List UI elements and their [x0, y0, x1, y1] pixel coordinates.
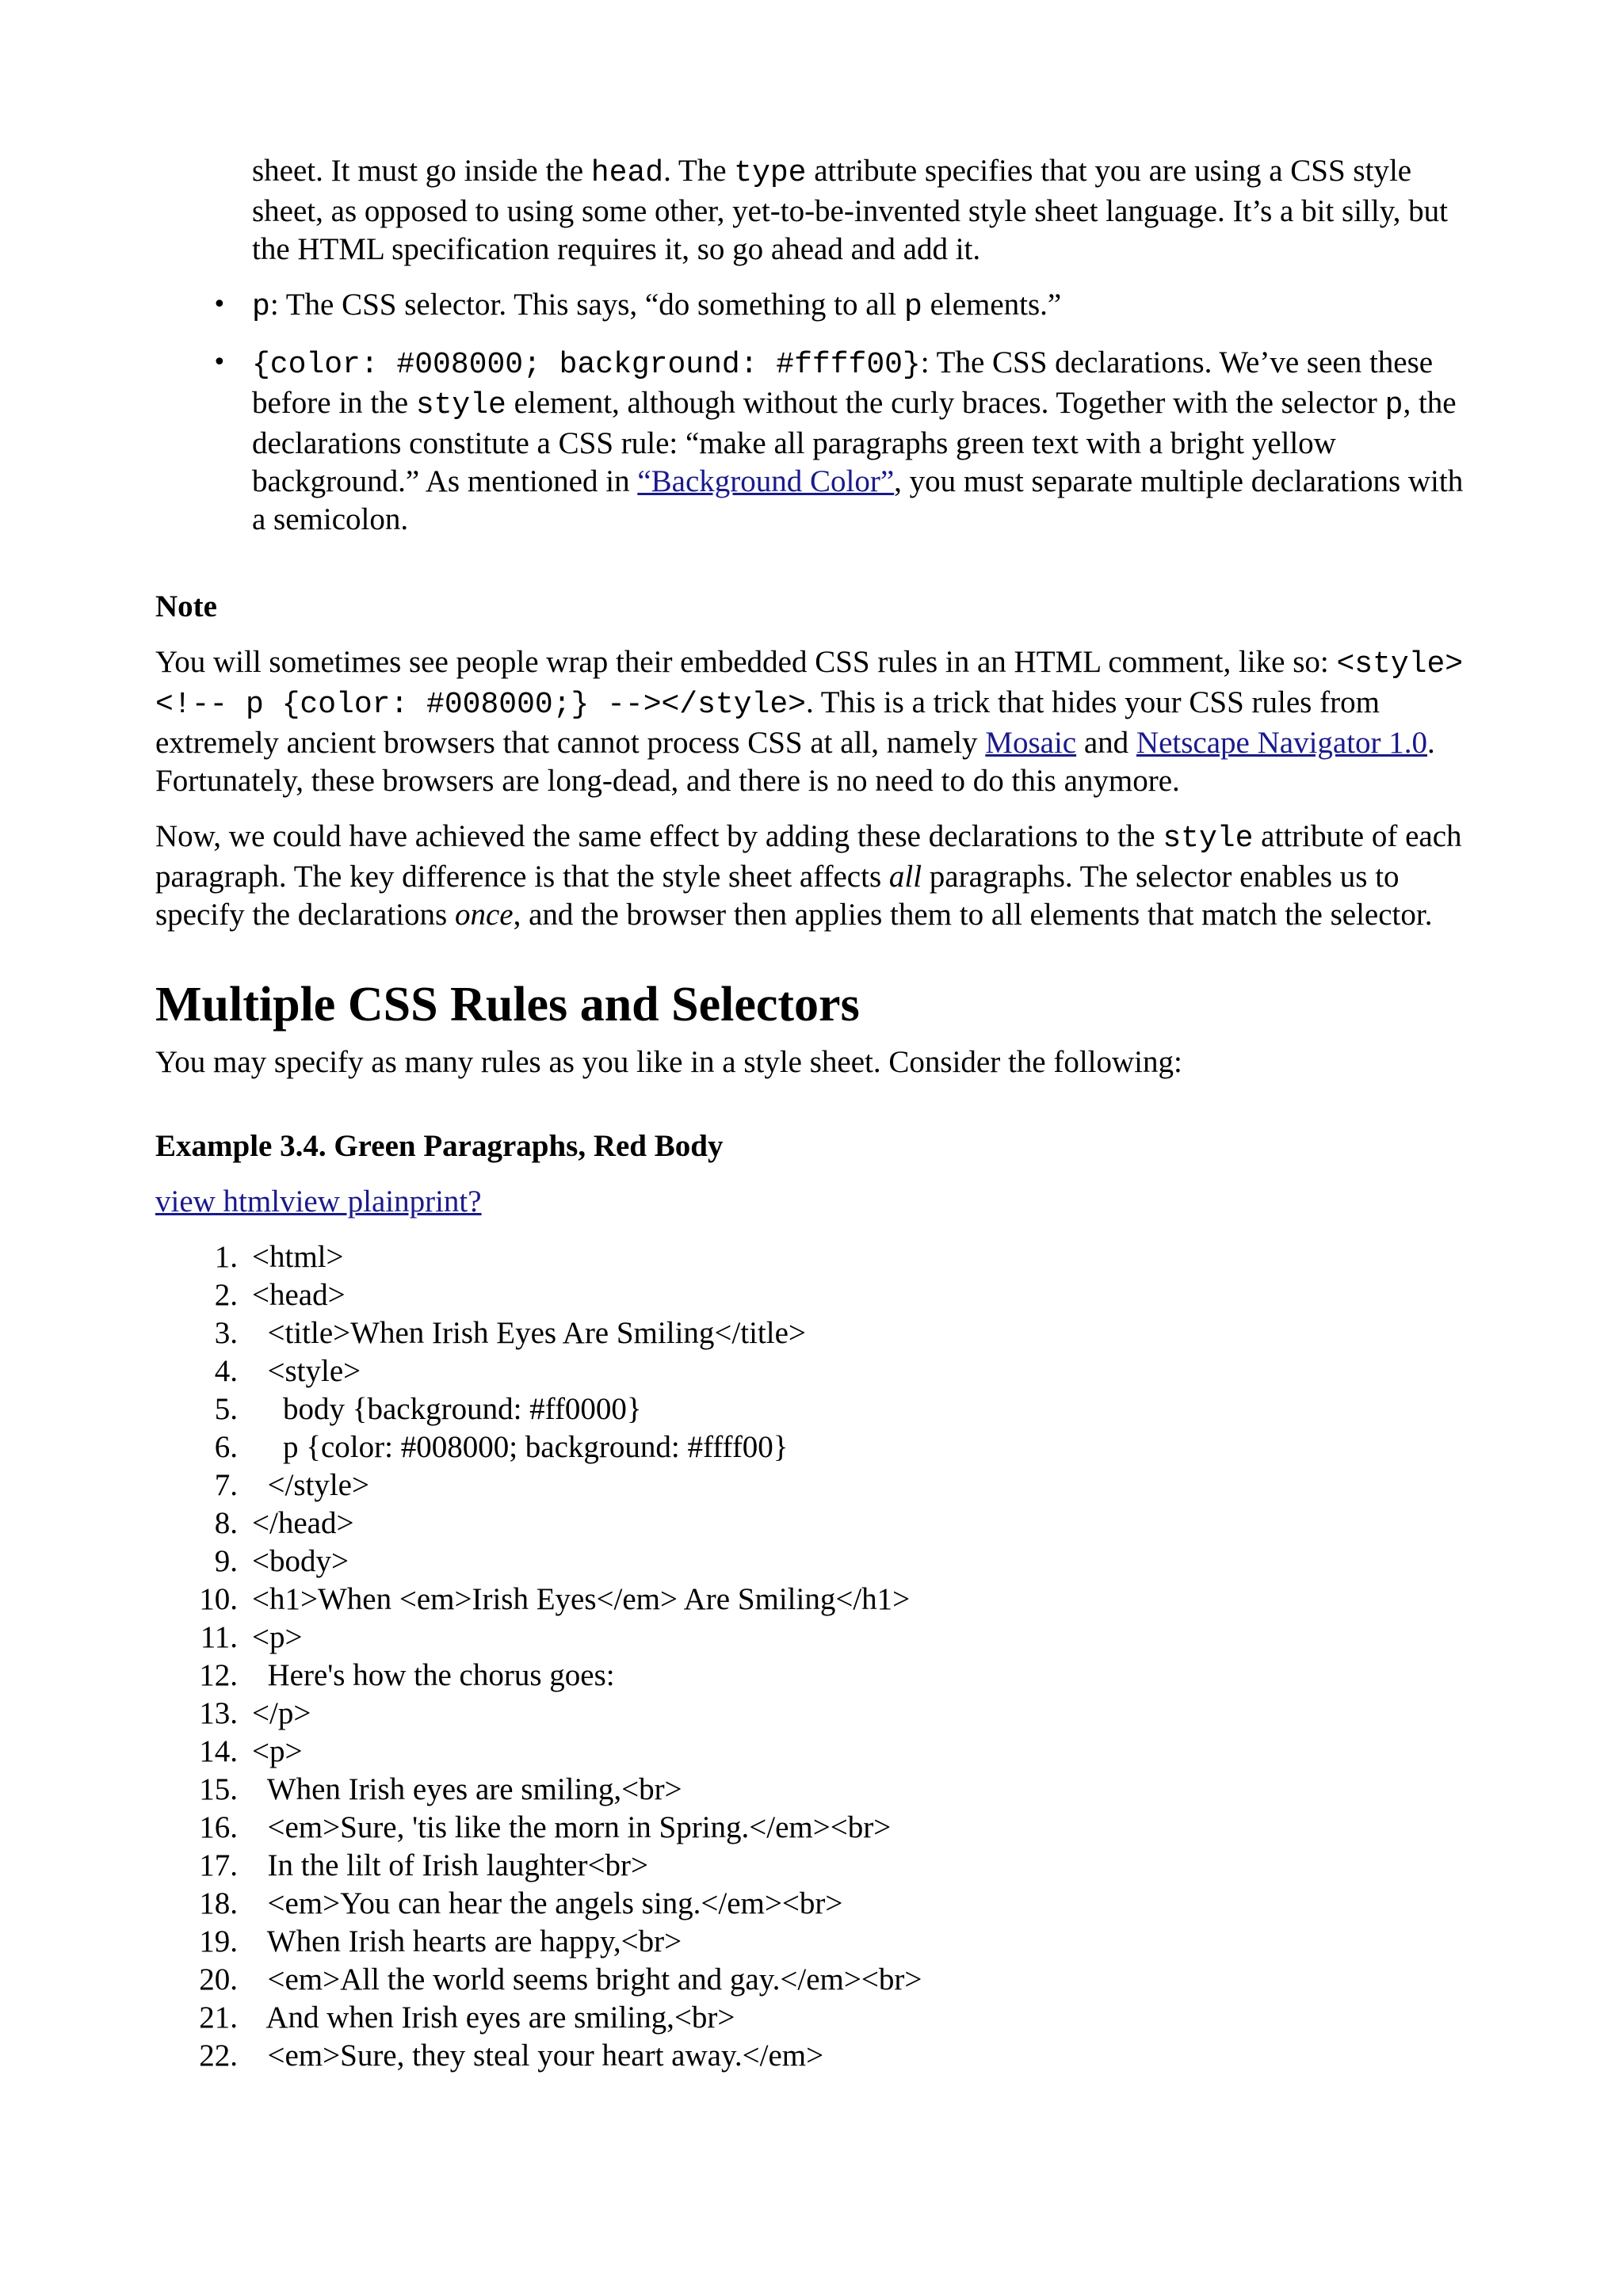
declarations-text-1: : The CSS declarations. We’ve seen these before in the	[252, 345, 1434, 420]
code-line	[155, 1581, 1471, 1619]
code-line	[155, 1619, 1471, 1657]
code-p: p	[1384, 388, 1403, 422]
link-netscape-navigator[interactable]: Netscape Navigator 1.0	[1136, 726, 1428, 760]
line-text: When Irish hearts are happy,<br>	[252, 1924, 682, 1958]
list-item-type-attribute	[155, 152, 1471, 269]
para2-text-3: paragraphs. The selector enables us to specify the declarations	[155, 860, 1400, 932]
code-line	[155, 1238, 1471, 1276]
line-text: Here's how the chorus goes:	[252, 1658, 615, 1692]
code-line	[155, 1428, 1471, 1466]
intro-text-3: attribute specifies that you are using a CSS style sheet, as opposed to using some other, yet-to-be-invented style sheet language. It’s a bit silly, but the HTML specification requires it, so go ahead and add it.	[252, 154, 1449, 266]
para2-text-1: Now, we could have achieved the same effect by adding these declarations to the	[155, 819, 1163, 853]
code-declarations: {color: #008000; background: #ffff00}	[252, 348, 921, 382]
code-line	[155, 1999, 1471, 2037]
line-text: And when Irish eyes are smiling,<br>	[252, 2000, 735, 2035]
code-line	[155, 1923, 1471, 1961]
code-line	[155, 1543, 1471, 1581]
line-number: 14.	[199, 1734, 238, 1768]
line-text: <head>	[252, 1278, 346, 1312]
note-code: <style><!-- p {color: #008000;} --></style>	[155, 647, 1464, 722]
line-text: </style>	[252, 1468, 369, 1502]
line-number: 19.	[199, 1924, 238, 1958]
line-number: 21.	[199, 2000, 238, 2035]
code-line	[155, 1695, 1471, 1733]
line-text: <html>	[252, 1240, 344, 1274]
line-number: 5.	[214, 1392, 238, 1426]
code-type: type	[734, 156, 807, 190]
line-number: 1.	[214, 1240, 238, 1274]
code-line	[155, 1352, 1471, 1390]
example-view-links	[155, 1183, 1471, 1221]
line-text: <p>	[252, 1734, 303, 1768]
line-text: <body>	[252, 1544, 349, 1578]
para2-code-style: style	[1163, 822, 1254, 856]
line-text: In the lilt of Irish laughter<br>	[252, 1848, 648, 1882]
line-text: <title>When Irish Eyes Are Smiling</title>	[252, 1316, 806, 1350]
line-number: 7.	[214, 1468, 238, 1502]
line-text: When Irish eyes are smiling,<br>	[252, 1772, 682, 1806]
line-number: 16.	[199, 1810, 238, 1844]
para2-text-4: , and the browser then applies them to all elements that match the selector.	[513, 898, 1433, 932]
code-line	[155, 1771, 1471, 1809]
line-number: 4.	[214, 1354, 238, 1388]
intro-text-2: . The	[663, 154, 735, 188]
declarations-text-2: element, although without the curly braces. Together with the selector	[506, 386, 1385, 420]
line-number: 3.	[214, 1316, 238, 1350]
line-text: <em>You can hear the angels sing.</em><br>	[252, 1886, 843, 1920]
para2-em-once: once	[454, 898, 514, 932]
line-number: 13.	[199, 1696, 238, 1730]
code-line	[155, 1314, 1471, 1352]
view-links-link[interactable]: view htmlview plainprint?	[155, 1184, 482, 1219]
code-line	[155, 1885, 1471, 1923]
bullet-list	[155, 152, 1471, 539]
line-text: <h1>When <em>Irish Eyes</em> Are Smiling</h1>	[252, 1582, 911, 1616]
code-style: style	[415, 388, 506, 422]
intro-text-1: sheet. It must go inside the	[252, 154, 591, 188]
line-text: body {background: #ff0000}	[252, 1392, 642, 1426]
selector-text-2: elements.”	[922, 288, 1062, 322]
note-heading: Note	[155, 589, 217, 624]
code-line	[155, 1847, 1471, 1885]
note-text-2: . This is a trick that hides your CSS rules from extremely ancient browsers that cannot process CSS at all, namely	[155, 685, 1380, 760]
section-intro: You may specify as many rules as you like in a style sheet. Consider the following:	[155, 1045, 1182, 1079]
line-number: 12.	[199, 1658, 238, 1692]
line-text: </head>	[252, 1506, 354, 1540]
bullet-icon: •	[212, 349, 227, 376]
code-line	[155, 1657, 1471, 1695]
declarations-text-4: , you must separate multiple declarations with a semicolon.	[252, 464, 1464, 536]
line-text: <em>Sure, 'tis like the morn in Spring.</em><br>	[252, 1810, 892, 1844]
list-item-selector	[155, 286, 1471, 326]
para2-text-2: attribute of each paragraph. The key difference is that the style sheet affects	[155, 819, 1462, 894]
line-number: 2.	[214, 1278, 238, 1312]
code-line	[155, 1733, 1471, 1771]
line-text: <p>	[252, 1620, 303, 1654]
note-text-1: You will sometimes see people wrap their embedded CSS rules in an HTML comment, like so:	[155, 645, 1337, 679]
note-text-4: . Fortunately, these browsers are long-dead, and there is no need to do this anymore.	[155, 726, 1435, 798]
declarations-text-3: , the declarations constitute a CSS rule: “make all paragraphs green text with a bright yellow background.” As mentioned in	[252, 386, 1457, 498]
code-head: head	[590, 156, 664, 190]
line-number: 10.	[199, 1582, 238, 1616]
para2-em-all: all	[888, 860, 922, 894]
note-paragraph	[155, 643, 1471, 800]
example-title: Example 3.4. Green Paragraphs, Red Body	[155, 1129, 724, 1163]
line-text: <style>	[252, 1354, 361, 1388]
code-line	[155, 1276, 1471, 1314]
line-number: 9.	[214, 1544, 238, 1578]
line-number: 15.	[199, 1772, 238, 1806]
code-line	[155, 1809, 1471, 1847]
document-page	[155, 152, 1471, 2075]
code-line	[155, 1390, 1471, 1428]
link-background-color[interactable]: “Background Color”	[637, 464, 895, 498]
code-line	[155, 1505, 1471, 1543]
link-mosaic[interactable]: Mosaic	[985, 726, 1077, 760]
line-number: 18.	[199, 1886, 238, 1920]
code-listing	[155, 1238, 1471, 2075]
list-item-declarations	[155, 344, 1471, 539]
line-number: 17.	[199, 1848, 238, 1882]
line-number: 6.	[214, 1430, 238, 1464]
line-text: p {color: #008000; background: #ffff00}	[252, 1430, 789, 1464]
line-number: 22.	[199, 2039, 238, 2073]
code-line	[155, 2037, 1471, 2075]
selector-text-1: : The CSS selector. This says, “do something to all	[269, 288, 904, 322]
line-number: 8.	[214, 1506, 238, 1540]
note-text-3: and	[1076, 726, 1136, 760]
code-line	[155, 1961, 1471, 1999]
line-number: 11.	[200, 1620, 238, 1654]
section-heading: Multiple CSS Rules and Selectors	[155, 978, 860, 1032]
line-number: 20.	[199, 1962, 238, 1997]
code-selector-p2: p	[904, 290, 922, 324]
line-text: <em>All the world seems bright and gay.</em><br>	[252, 1962, 922, 1997]
bullet-icon: •	[212, 291, 227, 318]
code-selector-p: p	[252, 290, 270, 324]
code-line	[155, 1466, 1471, 1505]
line-text: <em>Sure, they steal your heart away.</em>	[252, 2039, 824, 2073]
line-text: </p>	[252, 1696, 311, 1730]
paragraph-style-attribute	[155, 818, 1471, 934]
